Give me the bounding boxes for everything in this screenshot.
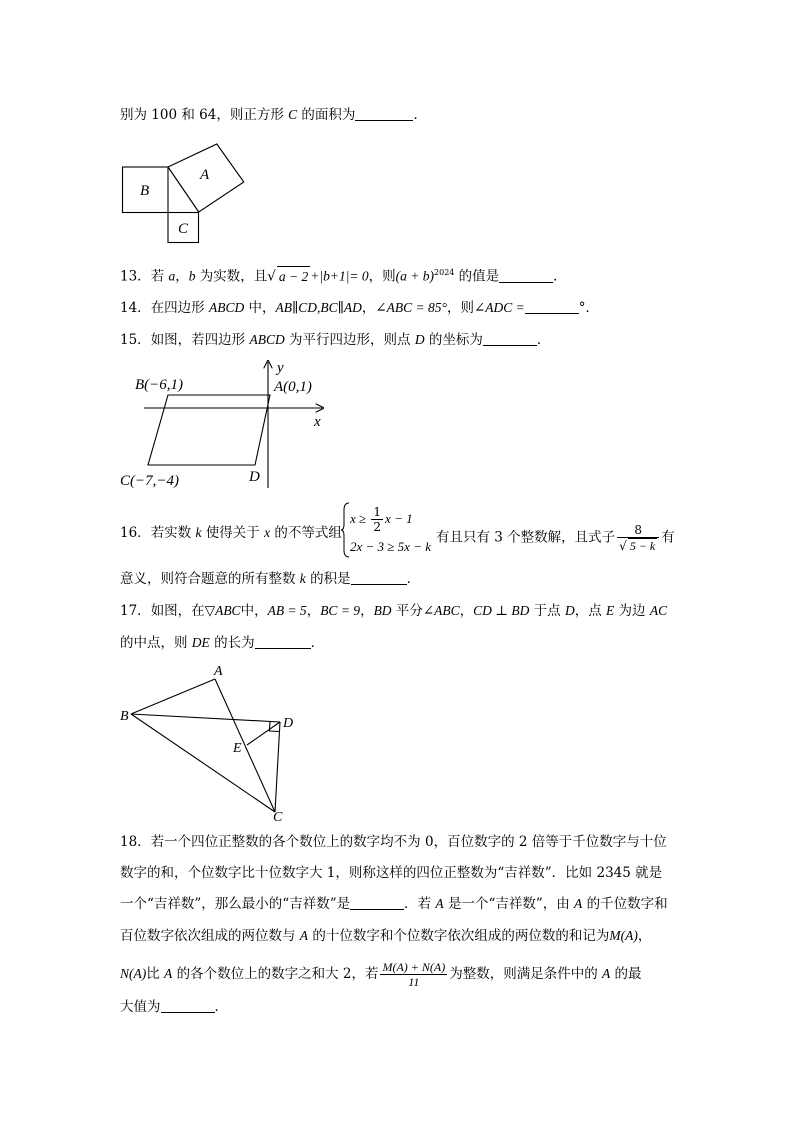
label-d: D [249,469,260,485]
q18-line3: 一个“吉祥数”，那么最小的“吉祥数”是 ．若 A 是一个“吉祥数”，由 A 的千位数字和 [120,896,668,912]
segment-ab [131,679,215,714]
q12-figure [118,132,250,244]
q18-line2: 数字的和，个位数字比十位数字大 1，则称这样的四位正整数为“吉祥数”．比如 2345 就是 [120,865,663,881]
answer-blank [161,998,215,1013]
q18-line4: 百位数字依次组成的两位数与 A 的十位数字和个位数字依次组成的两位数的和记为M(A)， [120,928,652,944]
label-a: A(0,1) [274,379,312,395]
fraction-mn: $\frac{M(A) + N(A)}{11}$ [382,960,446,989]
answer-blank [499,268,553,283]
q16-line1-start: 16．若实数 k 使得关于 x 的不等式组 [120,525,342,541]
q12-line: 别为 100 和 64，则正方形 C 的面积为 ． [120,107,427,123]
q15-figure [118,358,333,490]
triangle-edge [168,167,199,212]
inequality-2: 2x − 3 ≥ 5x − k [350,539,431,554]
segment-cd [275,722,280,812]
label-c: C [178,221,189,237]
label-b: B [120,709,129,724]
label-b: B(−6,1) [135,377,184,393]
q15-line: 15．如图，若四边形 ABCD 为平行四边形，则点 D 的坐标为 ． [120,332,551,348]
answer-blank [351,570,407,585]
q18-line5: N(A)比 A 的各个数位上的数字之和大 2，若 $\frac{M(A) + N(A)}{11}$ 为整数，则满足条件中的 A 的最 [120,960,642,989]
q18-line6: 大值为 ． [120,999,228,1015]
label-a: A [214,664,223,679]
fraction-half: $\frac{1}{2}$ [373,505,382,534]
label-x: x [314,414,321,430]
q18-line1: 18．若一个四位正整数的各个数位上的数字均不为 0，百位数字的 2 倍等于千位数字与十位 [120,834,667,850]
q14-line: 14．在四边形 ABCD 中，AB∥CD,BC∥AD，∠ABC = 85°，则∠ADC = °． [120,300,599,316]
label-y: y [277,360,284,376]
q13-line: 13．若 a，b 为实数，且√ a − 2 +|b+1|= 0，则$(a + b)^{2024}$ 的值是 ． [120,263,567,287]
answer-blank [350,895,404,910]
q16-line2: 意义，则符合题意的所有整数 k 的积是 ． [120,571,421,587]
answer-blank [355,106,413,121]
label-c: C(−7,−4) [120,473,179,489]
q16-line1-end: 有且只有 3 个整数解，且式子 $\frac{8}{√ 5 - k}$ 有 [436,523,675,553]
label-a: A [200,167,210,183]
label-e: E [233,741,242,756]
parallelogram-abcd [148,395,270,465]
label-d: D [283,716,294,731]
q17-figure [116,660,306,822]
inequality-1: x ≥ $\frac{1}{2}$ x − 1 [350,505,413,534]
label-c: C [273,810,283,822]
segment-de [247,722,280,745]
label-b: B [140,183,150,199]
fraction-expr: $\frac{8}{√ 5 - k}$ [617,523,659,553]
answer-blank [525,299,579,314]
answer-blank [483,331,537,346]
answer-blank [255,634,311,649]
q17-line2: 的中点，则 DE 的长为 ． [120,635,325,651]
sqrt-expr: a − 2 [277,266,310,287]
segment-bd [131,714,280,722]
q17-line1: 17．如图，在▽ABC中，AB = 5，BC = 9，BD 平分∠ABC，CD ⊥ BD 于点 D，点 E 为边 AC [120,603,668,619]
